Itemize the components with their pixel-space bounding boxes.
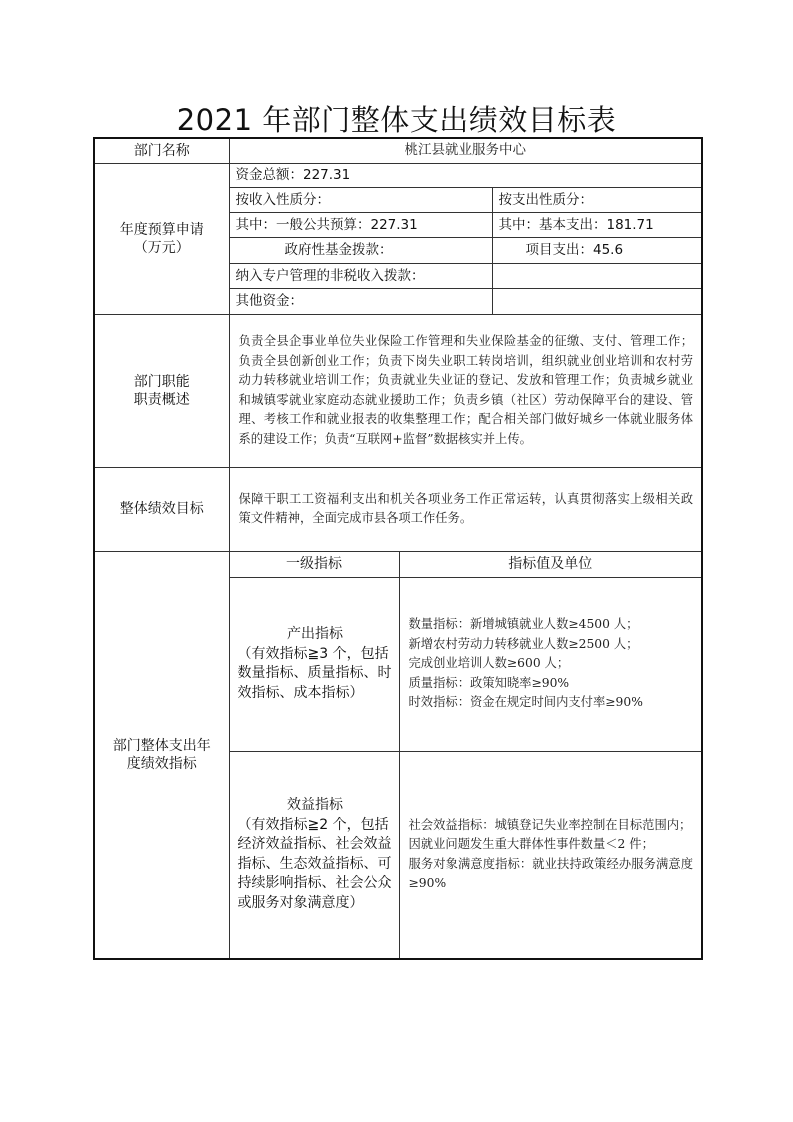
indicators-label-line1: 部门整体支出年 — [112, 737, 211, 754]
project-expense: 项目支出：45.6 — [492, 237, 702, 263]
benefit-indicator-desc: （有效指标≧2 个，包括经济效益指标、社会效益指标、生态效益指标、可持续影响指标、社会公众或服务对象满意度） — [237, 816, 392, 911]
budget-label — [94, 163, 229, 314]
output-indicator-values — [399, 577, 702, 751]
col-header-value: 指标值及单位 — [399, 551, 702, 577]
output-value-line: 数量指标：新增城镇就业人数≥4500 人； — [408, 617, 639, 632]
budget-total-row — [94, 163, 702, 187]
benefit-value-line: 社会效益指标：城镇登记失业率控制在目标范围内； — [408, 817, 692, 832]
dept-label: 部门名称 — [94, 138, 229, 163]
goal-row — [94, 467, 702, 551]
benefit-indicator-values — [399, 751, 702, 959]
col-header-level1: 一级指标 — [229, 551, 399, 577]
budget-label-line2: （万元） — [133, 239, 190, 256]
general-public-budget: 其中：一般公共预算：227.31 — [229, 212, 492, 237]
output-indicator-name: 产出指标 — [287, 626, 343, 642]
benefit-indicator-name: 效益指标 — [287, 797, 343, 814]
performance-table — [93, 137, 703, 960]
output-value-line: 新增农村劳动力转移就业人数≥2500 人； — [408, 636, 639, 651]
output-indicator-cell — [229, 577, 399, 751]
page-title: 2021 年部门整体支出绩效目标表 — [176, 103, 617, 137]
goal-text: 保障干职工工资福利支出和机关各项业务工作正常运转，认真贯彻落实上级相关政策文件精神，全面完成市县各项工作任务。 — [229, 467, 702, 551]
non-tax-income-value — [492, 263, 702, 288]
benefit-indicator-cell — [229, 751, 399, 959]
indicators-label — [94, 551, 229, 959]
duties-label — [94, 314, 229, 467]
budget-label-line1: 年度预算申请 — [119, 221, 204, 238]
dept-row — [94, 138, 702, 163]
goal-label: 整体绩效目标 — [94, 467, 229, 551]
budget-total: 资金总额：227.31 — [229, 163, 702, 187]
basic-expense: 其中：基本支出：181.71 — [492, 212, 702, 237]
duties-row — [94, 314, 702, 467]
output-value-line: 完成创业培训人数≥600 人； — [408, 656, 570, 671]
output-indicator-desc: （有效指标≧3 个，包括数量指标、质量指标、时效指标、成本指标） — [237, 645, 392, 701]
duties-text: 负责全县企事业单位失业保险工作管理和失业保险基金的征缴、支付、管理工作；负责全县创新创业工作；负责下岗失业职工转岗培训，组织就业创业培训和农村劳动力转移就业培训工作；负责就业失业证的登记、发放和管理工作；负责城乡就业和城镇零就业家庭动态就业援助工作；负责乡镇（社区）劳动保障平台的建设、管理、考核工作和就业报表的收集整理工作；配合相关部门做好城乡一体就业服务体系的建设工作；负责“互联网+监督”数据核实并上传。 — [229, 314, 702, 467]
benefit-value-line: 服务对象满意度指标：就业扶持政策经办服务满意度≥90% — [408, 856, 693, 891]
income-header: 按收入性质分： — [229, 187, 492, 212]
duties-label-line1: 部门职能 — [133, 373, 190, 390]
duties-label-line2: 职责概述 — [133, 391, 190, 408]
output-value-line: 时效指标：资金在规定时间内支付率≥90% — [408, 695, 643, 710]
indicators-label-line2: 度绩效指标 — [126, 755, 197, 772]
indicators-header-row — [94, 551, 702, 577]
output-value-line: 质量指标：政策知晓率≥90% — [408, 675, 570, 690]
other-funds: 其他资金： — [229, 288, 492, 314]
non-tax-income: 纳入专户管理的非税收入拨款： — [229, 263, 492, 288]
expense-header: 按支出性质分： — [492, 187, 702, 212]
other-funds-value — [492, 288, 702, 314]
dept-value: 桃江县就业服务中心 — [229, 138, 702, 163]
benefit-value-line: 因就业问题发生重大群体性事件数量＜2 件； — [408, 837, 654, 852]
gov-fund: 政府性基金拨款： — [229, 237, 492, 263]
